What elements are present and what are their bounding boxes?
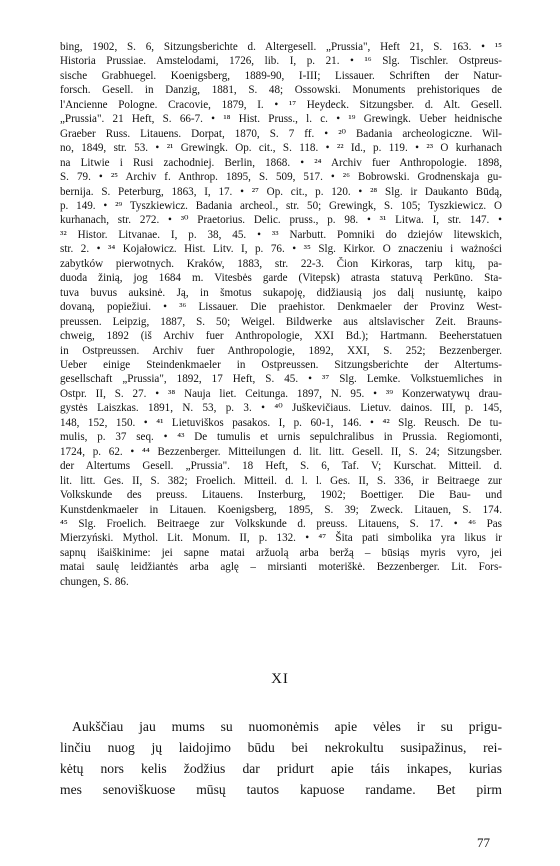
footnote-line: bing, 1902, S. 6, Sitzungsberichte d. Altergesell. „Prussia", Heft 21, S. 163. • ¹⁵ [60,41,502,53]
footnote-line: Kunstdenkmaeler in Litauen. Koenigsberg, 1895, S. 39; Zweck. Litauen, S. 174. [60,503,502,516]
footnote-line: dovaną, popiežiui. • ³⁶ Lissauer. Die praehistor. Denkmaeler der Provinz West- [60,301,502,314]
page-number: 77 [477,835,490,850]
footnote-line: Volkskunde des preuss. Litauens. Insterburg, 1902; Boettiger. Die Bau- und [60,489,502,502]
footnote-line: 1724, p. 62. • ⁴⁴ Bezzenberger. Mitteilungen d. lit. litt. Gesell. II, S. 24; Sitzungsber. [60,445,502,458]
footnote-line: Graeber Russ. Litauens. Dorpat, 1870, S. 7 ff. • ²⁰ Badania archeologiczne. Wil- [60,127,502,140]
footnote-line: tuva buvus auksinė. Ją, in šmotus sukapoję, didžiausią jos dalį nusiuntę, kaipo [60,286,502,299]
footnote-line: chungen, S. 86. [60,575,129,588]
footnote-line: lit. litt. Ges. II, S. 382; Froelich. Mitteil. d. l. l. Ges. II, S. 336, ir Beitraege zur [60,474,502,487]
footnote-line: str. 2. • ³⁴ Kojałowicz. Hist. Litv. I, p. 76. • ³⁵ Slg. Kirkor. O znaczeniu i ważności [60,243,502,256]
chapter-body-text [60,716,502,800]
footnote-line: Historia Prussiae. Amstelodami, 1726, lib. I, p. 21. • ¹⁶ Slg. Tischler. Ostpreus- [60,55,502,68]
footnote-line: chweig, 1892 (iš Archiv fuer Anthropologie, XXI Bd.); Hartmann. Beeherstatuen [60,330,502,343]
body-line: linčiu nuog jų laidojimo būdu bei nekrokultu susipažinus, rei- [60,740,502,755]
footnote-line: Mierzyński. Mythol. Lit. Monum. II, p. 132. • ⁴⁷ Šita pati simbolika yra likus ir [60,532,502,545]
footnote-line: l'Ancienne Pologne. Cracovie, 1879, I. • ¹⁷ Heydeck. Sitzungsber. d. Alt. Gesell. [60,98,502,111]
footnote-line: kurhanach, str. 272. • ³⁰ Praetorius. Delic. pruss., p. 98. • ³¹ Litwa. I, str. 147. • [60,214,502,227]
footnote-line: sische Grabhuegel. Koenigsberg, 1889-90, I-III; Lissauer. Schriften der Natur- [60,69,502,82]
footnote-line: bernija. S. Peterburg, 1863, I, 17. • ²⁷ Op. cit., p. 120. • ²⁸ Slg. ir Daukanto Būdą, [60,185,502,198]
footnote-line: Ostpr. II, S. 27. • ³⁸ Nauja liet. Ceitunga. 1897, N. 95. • ³⁹ Konzerwatywų drau- [60,387,502,400]
footnote-line: in Ostpreussen. Archiv fuer Anthropologie, 1892, XXI, S. 252; Bezzenberger. [60,344,502,357]
footnote-line: forsch. Gesell. in Danzig, 1881, S. 48; Ossowski. Monuments prehistoriques de [60,84,502,97]
footnote-line: duoda žinią, jog 1684 m. Vitesbės garde (Vitepsk) atrasta statuvą Perkūno. Sta- [60,272,502,285]
footnotes-block [60,40,502,589]
footnote-line: p. 149. • ²⁹ Tyszkiewicz. Badania archeol., str. 50; Grewingk, S. 105; Tyszkiewicz. O [60,199,502,212]
chapter-heading: XI [271,671,289,687]
footnote-line: S. 79. • ²⁵ Archiv f. Anthrop. 1895, S. 509, 517. • ²⁶ Bobrowski. Grodnenskaja gu- [60,171,502,184]
footnote-line: „Prussia". 21 Heft, S. 66-7. • ¹⁸ Hist. Pruss., l. c. • ¹⁹ Grewingk. Ueber heidnische [60,113,502,126]
footnote-line: zabytków pierwotnych. Kraków, 1883, str. 22-3. Čion Kirkoras, tarp kitų, pa- [60,257,502,270]
body-line: kėtų nors kelis žodžius dar pridurt apie táis inkapes, kurias [60,761,502,776]
body-line: Aukščiau jau mums su nuomonėmis apie vėles ir su prigu- [72,719,502,734]
footnote-line: no, 1849, str. 53. • ²¹ Grewingk. Op. cit., S. 118. • ²² Id., p. 119. • ²³ O kurhanach [60,142,502,155]
footnote-line: gesellschaft „Prussia", 1892, 17 Heft, S. 45. • ³⁷ Slg. Lemke. Volkstuemliches in [60,373,502,386]
footnote-line: der Altertums Gesell. „Prussia". 18 Heft, S. 6, Taf. V; Kurschat. Mitteil. d. [60,460,502,473]
footnote-line: 148, 152, 150. • ⁴¹ Lietuviškos pasakos. I, p. 60-1, 146. • ⁴² Slg. Reusch. De tu- [60,416,502,429]
footnote-line: Ueber einige Steindenkmaeler in Ostpreussen. Sitzungsberichte der Altertums- [60,358,502,371]
footnote-line: sapnų išaiškinime: jei sapne matai aržuolą arba beržą – būsiąs myris vyro, jei [60,546,502,559]
footnote-line: matai saulę leidžiantės arba aglę – mirsianti moteriškė. Bezzenberger. Lit. Fors- [60,561,502,574]
footnote-line: ³² Histor. Litvanae. I, p. 38, 45. • ³³ Narbutt. Pomniki do dziejów litewskich, [60,228,502,241]
footnote-line: gystės Laiszkas. 1891, N. 53, p. 3. • ⁴⁰ Juškevičiaus. Lietuv. dainos. III, p. 145, [60,402,502,415]
footnote-line: ⁴⁵ Slg. Froelich. Beitraege zur Volkskunde d. preuss. Litauens, S. 17. • ⁴⁶ Pas [60,517,502,530]
footnote-line: preussen. Leipzig, 1887, S. 50; Weigel. Bildwerke aus altslavischer Zeit. Brauns- [60,315,502,328]
footnote-line: na Litwie i Rusi zachodniej. Berlin, 1868. • ²⁴ Archiv fuer Anthropologie. 1898, [60,156,502,169]
footnote-line: mulis, p. 37 seq. • ⁴³ De tumulis et urnis sepulchralibus in Prussia. Regiomonti, [60,431,502,444]
body-line: mes senoviškuose mūsų tautos kapuose randame. Bet pirm [60,782,502,797]
